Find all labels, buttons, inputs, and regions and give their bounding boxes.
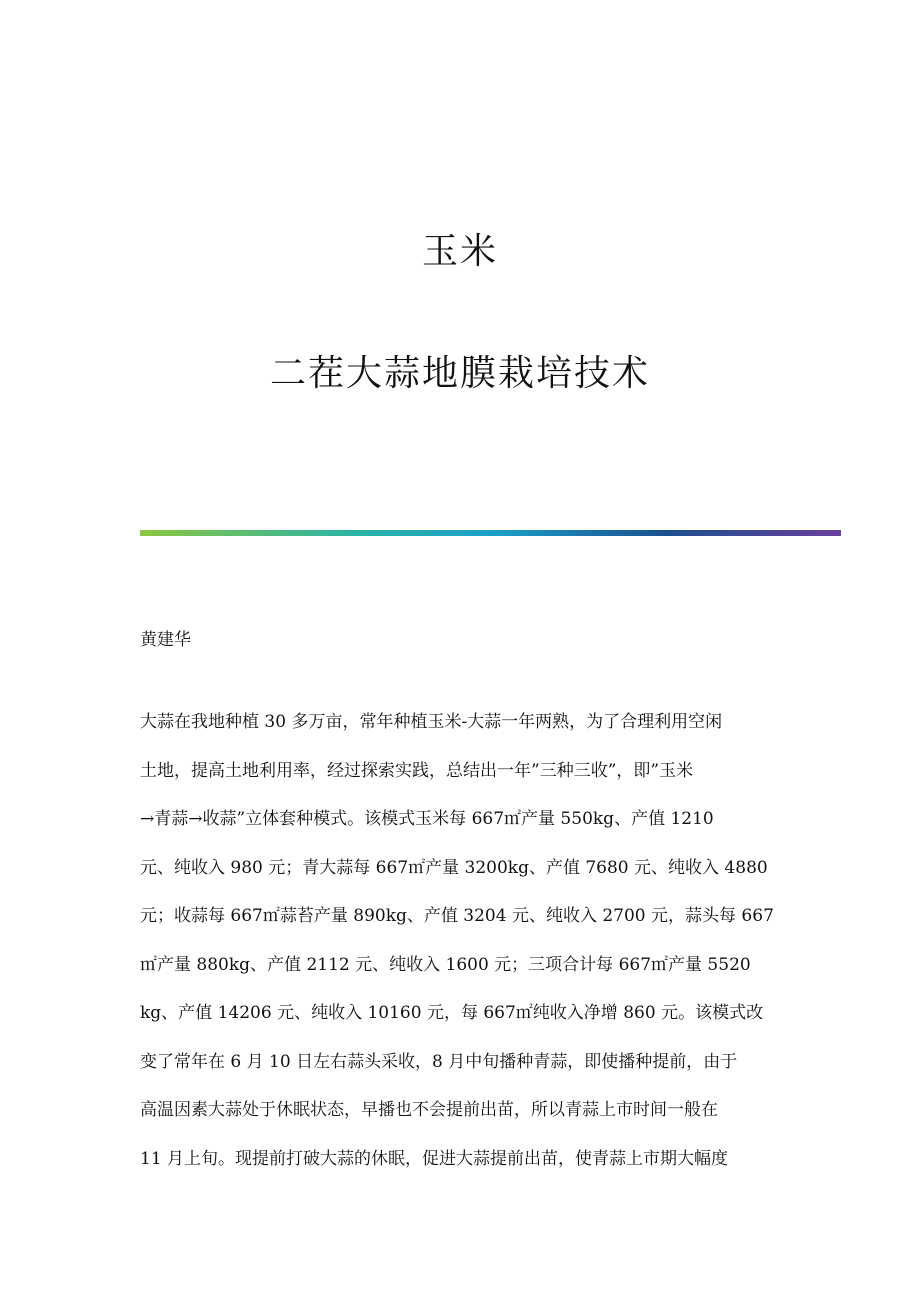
body-line: 变了常年在 6 月 10 日左右蒜头采收，8 月中旬播种青蒜，即使播种提前，由于 (140, 1051, 738, 1072)
title-line-1: 玉米 (421, 231, 498, 272)
body-line: 土地，提高土地利用率，经过探索实践，总结出一年”三种三收”，即”玉米 (140, 760, 694, 781)
body-line: kg、产值 14206 元、纯收入 10160 元，每 667㎡纯收入净增 860 元。该模式改 (140, 1003, 764, 1023)
body-line: 元、纯收入 980 元；青大蒜每 667㎡产量 3200kg、产值 7680 元、纯收入 4880 (140, 857, 768, 878)
body-line: 元；收蒜每 667㎡蒜苔产量 890kg、产值 3204 元、纯收入 2700 元，蒜头每 667 (140, 906, 774, 926)
body-line: ㎡产量 880kg、产值 2112 元、纯收入 1600 元；三项合计每 667㎡产量 5520 (140, 954, 751, 975)
body-line: 高温因素大蒜处于休眠状态，早播也不会提前出苗，所以青蒜上市时间一般在 (140, 1100, 718, 1120)
body-line: 大蒜在我地种植 30 多万亩，常年种植玉米-大蒜一年两熟，为了合理利用空闲 (140, 712, 723, 732)
author-name: 黄建华 (140, 630, 191, 650)
title-line-2: 二茬大蒜地膜栽培技术 (269, 353, 650, 394)
body-line: →青蒜→收蒜”立体套种模式。该模式玉米每 667㎡产量 550kg、产值 1210 (140, 809, 714, 829)
body-text (140, 698, 780, 1183)
body-line: 11 月上旬。现提前打破大蒜的休眠，促进大蒜提前出苗，使青蒜上市期大幅度 (140, 1148, 729, 1169)
gradient-divider (140, 530, 841, 536)
